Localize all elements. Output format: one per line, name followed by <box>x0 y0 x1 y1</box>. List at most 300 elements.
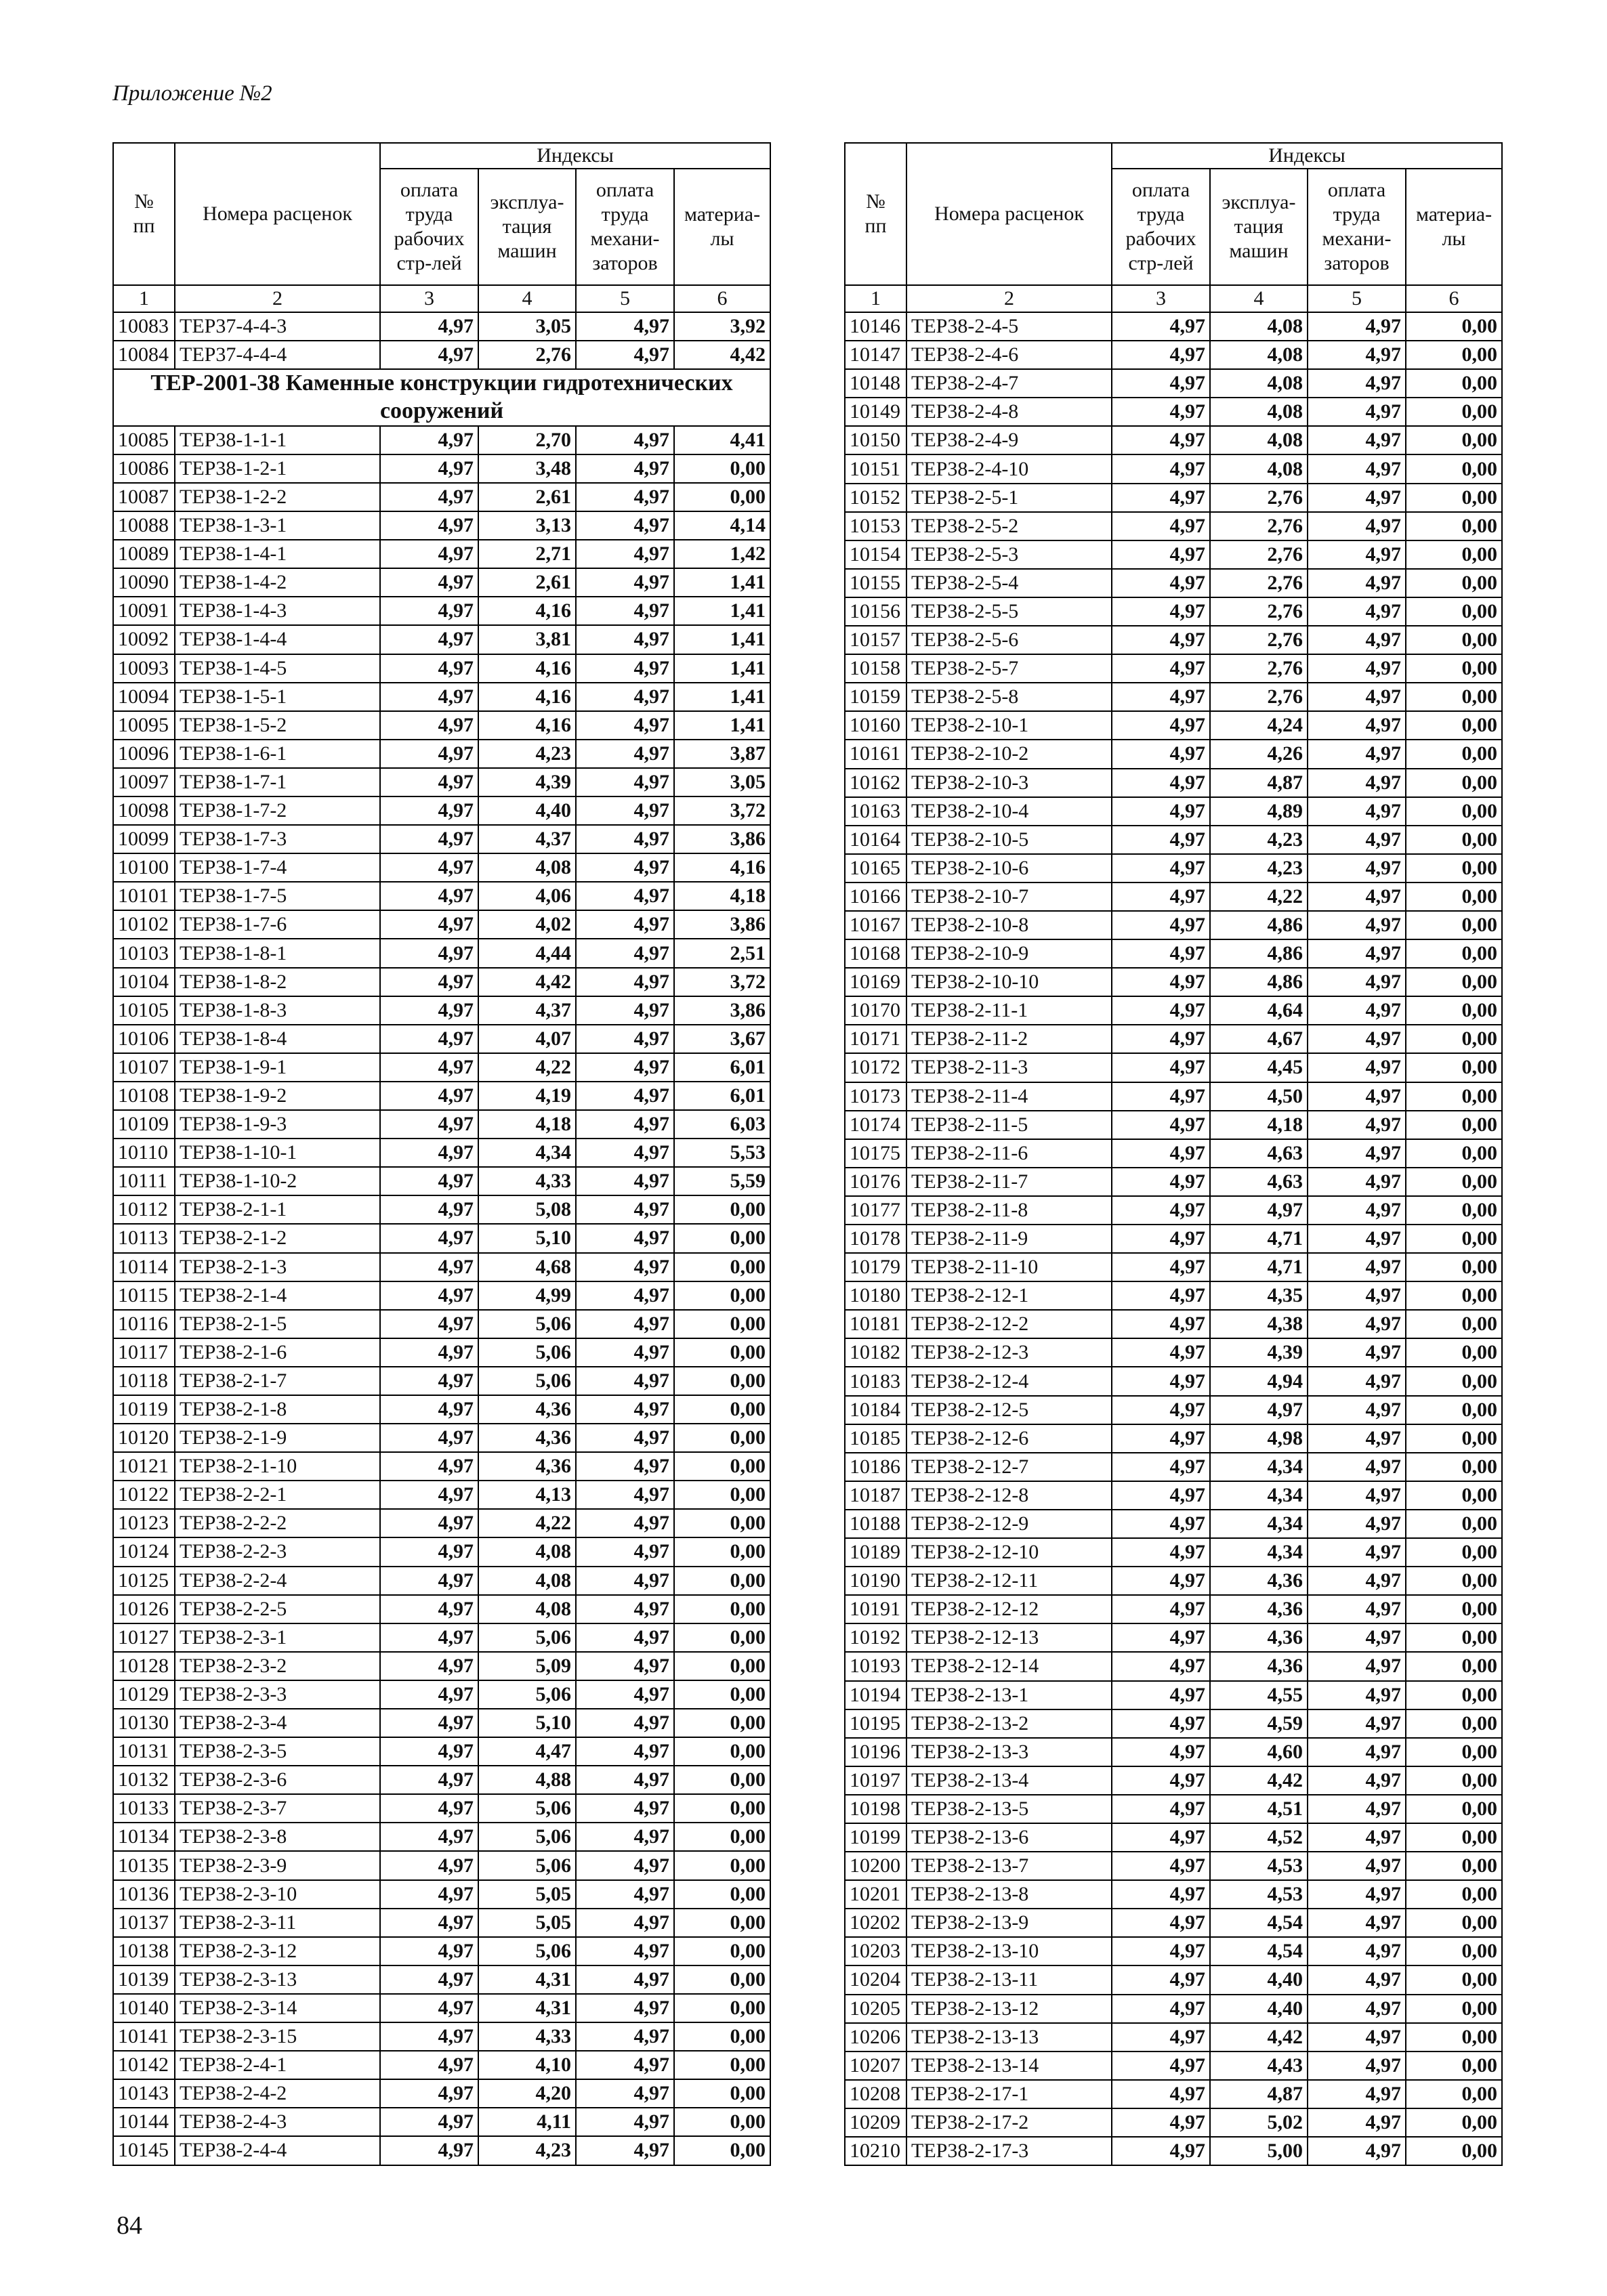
machines-index: 4,87 <box>1210 2080 1308 2108</box>
table-row <box>113 2079 770 2108</box>
row-number: 10170 <box>845 996 906 1025</box>
machines-index: 5,05 <box>478 1909 576 1937</box>
machines-index: 4,40 <box>1210 1965 1308 1994</box>
rate-code: ТЕР38-2-10-7 <box>906 883 1112 911</box>
labor-index: 4,97 <box>1112 1538 1210 1567</box>
labor-index: 4,97 <box>1112 454 1210 483</box>
materials-index: 0,00 <box>1406 1053 1502 1082</box>
labor-index: 4,97 <box>380 796 478 825</box>
rate-code: ТЕР38-2-17-3 <box>906 2137 1112 2165</box>
mech-labor-index: 4,97 <box>1308 1139 1406 1168</box>
machines-index: 4,37 <box>478 996 576 1025</box>
materials-index: 0,00 <box>1406 1139 1502 1168</box>
labor-index: 4,97 <box>1112 1225 1210 1253</box>
table-row <box>113 853 770 882</box>
table-row <box>845 654 1502 683</box>
materials-index: 0,00 <box>1406 654 1502 683</box>
rate-code: ТЕР38-2-13-7 <box>906 1852 1112 1880</box>
machines-index: 2,76 <box>1210 597 1308 626</box>
machines-index: 4,86 <box>1210 968 1308 996</box>
rate-code: ТЕР38-2-13-9 <box>906 1909 1112 1937</box>
mech-labor-index: 4,97 <box>576 853 674 882</box>
mech-labor-index: 4,97 <box>1308 826 1406 854</box>
mech-labor-index: 4,97 <box>1308 769 1406 797</box>
labor-index: 4,97 <box>380 1452 478 1481</box>
machines-index: 4,34 <box>478 1139 576 1167</box>
mech-labor-index: 4,97 <box>1308 341 1406 369</box>
table-row <box>113 1537 770 1566</box>
mech-labor-index: 4,97 <box>576 341 674 369</box>
table-row <box>113 2136 770 2165</box>
materials-index: 0,00 <box>1406 2023 1502 2051</box>
table-row <box>845 2023 1502 2051</box>
materials-index: 0,00 <box>674 1880 770 1909</box>
table-row <box>845 2137 1502 2165</box>
row-number: 10208 <box>845 2080 906 2108</box>
table-row <box>845 1538 1502 1567</box>
row-number: 10133 <box>113 1794 175 1823</box>
col-number: 1 <box>113 285 175 312</box>
machines-index: 4,31 <box>478 1994 576 2022</box>
row-number: 10096 <box>113 740 175 768</box>
table-row <box>113 1452 770 1481</box>
row-number: 10119 <box>113 1395 175 1424</box>
mech-labor-index: 4,97 <box>576 996 674 1025</box>
rate-code: ТЕР38-2-12-14 <box>906 1652 1112 1680</box>
materials-index: 0,00 <box>1406 1168 1502 1196</box>
labor-index: 4,97 <box>1112 1310 1210 1338</box>
row-number: 10182 <box>845 1338 906 1367</box>
machines-index: 5,06 <box>478 1680 576 1709</box>
rate-code: ТЕР38-2-2-5 <box>175 1595 380 1623</box>
materials-index: 0,00 <box>674 1224 770 1252</box>
indices-group-header: Индексы <box>1112 143 1502 169</box>
labor-index: 4,97 <box>1112 1795 1210 1823</box>
table-row <box>845 1709 1502 1738</box>
machines-index: 4,34 <box>1210 1453 1308 1481</box>
machines-index: 4,31 <box>478 1965 576 1994</box>
materials-index: 0,00 <box>674 1766 770 1794</box>
rate-code: ТЕР38-2-3-2 <box>175 1652 380 1680</box>
materials-index: 0,00 <box>674 1794 770 1823</box>
row-number: 10198 <box>845 1795 906 1823</box>
rate-code: ТЕР38-2-2-4 <box>175 1567 380 1595</box>
labor-index: 4,97 <box>380 1253 478 1281</box>
materials-index: 3,86 <box>674 825 770 853</box>
row-number: 10131 <box>113 1737 175 1766</box>
machines-index: 4,23 <box>1210 854 1308 883</box>
labor-index: 4,97 <box>380 568 478 597</box>
mech-labor-index: 4,97 <box>1308 1995 1406 2023</box>
machines-index: 4,40 <box>478 796 576 825</box>
col-number: 4 <box>1210 285 1308 312</box>
machines-index: 4,18 <box>1210 1111 1308 1139</box>
machines-index: 5,06 <box>478 1851 576 1879</box>
materials-index: 0,00 <box>1406 1652 1502 1680</box>
mech-labor-index: 4,97 <box>1308 683 1406 711</box>
materials-index: 0,00 <box>1406 1538 1502 1567</box>
materials-index: 3,72 <box>674 796 770 825</box>
materials-index: 0,00 <box>1406 597 1502 626</box>
materials-index: 4,16 <box>674 853 770 882</box>
materials-index: 0,00 <box>1406 454 1502 483</box>
materials-index: 0,00 <box>1406 1909 1502 1937</box>
machines-index: 2,70 <box>478 426 576 454</box>
labor-index: 4,97 <box>1112 1338 1210 1367</box>
mech-labor-index: 4,97 <box>576 1794 674 1823</box>
mech-labor-index: 4,97 <box>1308 1053 1406 1082</box>
labor-index: 4,97 <box>380 968 478 996</box>
rate-code: ТЕР38-1-8-2 <box>175 968 380 996</box>
row-number: 10093 <box>113 654 175 683</box>
row-number: 10086 <box>113 454 175 483</box>
table-row <box>845 1310 1502 1338</box>
materials-index: 0,00 <box>1406 1424 1502 1453</box>
table-row <box>113 1794 770 1823</box>
labor-index: 4,97 <box>380 1623 478 1652</box>
table-row <box>113 1737 770 1766</box>
table-row <box>113 540 770 568</box>
machines-index: 4,33 <box>478 2022 576 2051</box>
row-number: 10159 <box>845 683 906 711</box>
mech-labor-index: 4,97 <box>1308 2023 1406 2051</box>
labor-index: 4,97 <box>1112 1453 1210 1481</box>
row-number: 10146 <box>845 312 906 341</box>
mech-labor-index: 4,97 <box>1308 454 1406 483</box>
mech-labor-index: 4,97 <box>1308 1823 1406 1852</box>
rate-code: ТЕР38-1-4-2 <box>175 568 380 597</box>
rate-code: ТЕР38-2-13-1 <box>906 1681 1112 1709</box>
materials-index: 0,00 <box>674 1652 770 1680</box>
table-header <box>113 143 770 312</box>
mech-labor-index: 4,97 <box>576 1851 674 1879</box>
col-mech-header: оплата труда механи- заторов <box>576 169 674 285</box>
labor-index: 4,97 <box>380 1167 478 1195</box>
row-number: 10134 <box>113 1823 175 1851</box>
mech-labor-index: 4,97 <box>576 540 674 568</box>
machines-index: 4,16 <box>478 683 576 711</box>
labor-index: 4,97 <box>1112 626 1210 654</box>
row-number: 10092 <box>113 625 175 654</box>
table-row <box>113 341 770 369</box>
rate-code: ТЕР38-2-13-2 <box>906 1709 1112 1738</box>
row-number: 10127 <box>113 1623 175 1652</box>
machines-index: 4,22 <box>1210 883 1308 911</box>
rate-code: ТЕР38-2-4-7 <box>906 369 1112 398</box>
machines-index: 4,54 <box>1210 1937 1308 1965</box>
col-mech-header: оплата труда механи- заторов <box>1308 169 1406 285</box>
table-row <box>845 1823 1502 1852</box>
machines-index: 4,23 <box>1210 826 1308 854</box>
materials-index: 0,00 <box>1406 341 1502 369</box>
row-number: 10156 <box>845 597 906 626</box>
materials-index: 0,00 <box>674 1452 770 1481</box>
labor-index: 4,97 <box>380 825 478 853</box>
materials-index: 4,14 <box>674 511 770 540</box>
table-row <box>113 1224 770 1252</box>
table-row <box>845 1510 1502 1538</box>
labor-index: 4,97 <box>1112 826 1210 854</box>
mech-labor-index: 4,97 <box>576 910 674 939</box>
table-row <box>113 625 770 654</box>
labor-index: 4,97 <box>380 1737 478 1766</box>
materials-index: 1,41 <box>674 597 770 625</box>
mech-labor-index: 4,97 <box>576 1880 674 1909</box>
labor-index: 4,97 <box>380 1937 478 1965</box>
rate-code: ТЕР38-2-1-5 <box>175 1310 380 1338</box>
rate-code: ТЕР38-2-5-3 <box>906 540 1112 569</box>
machines-index: 4,39 <box>1210 1338 1308 1367</box>
table-row <box>845 711 1502 740</box>
rate-code: ТЕР38-2-1-7 <box>175 1367 380 1395</box>
machines-index: 4,36 <box>1210 1623 1308 1652</box>
materials-index: 0,00 <box>1406 1338 1502 1367</box>
labor-index: 4,97 <box>1112 1053 1210 1082</box>
mech-labor-index: 4,97 <box>1308 1681 1406 1709</box>
materials-index: 0,00 <box>1406 1995 1502 2023</box>
rate-code: ТЕР38-2-3-9 <box>175 1851 380 1879</box>
machines-index: 4,98 <box>1210 1424 1308 1453</box>
machines-index: 4,50 <box>1210 1082 1308 1111</box>
labor-index: 4,97 <box>380 1537 478 1566</box>
rate-code: ТЕР38-2-10-8 <box>906 911 1112 939</box>
rate-code: ТЕР38-1-4-1 <box>175 540 380 568</box>
row-number: 10155 <box>845 569 906 597</box>
labor-index: 4,97 <box>380 1766 478 1794</box>
mech-labor-index: 4,97 <box>576 1709 674 1737</box>
materials-index: 0,00 <box>674 1367 770 1395</box>
table-row <box>845 540 1502 569</box>
table-row <box>113 1424 770 1452</box>
mech-labor-index: 4,97 <box>576 1766 674 1794</box>
machines-index: 4,38 <box>1210 1310 1308 1338</box>
table-row <box>845 1139 1502 1168</box>
machines-index: 5,06 <box>478 1338 576 1367</box>
table-row <box>113 1994 770 2022</box>
table-row <box>113 511 770 540</box>
labor-index: 4,97 <box>380 1110 478 1139</box>
table-row <box>845 597 1502 626</box>
machines-index: 4,36 <box>1210 1567 1308 1595</box>
materials-index: 0,00 <box>1406 312 1502 341</box>
labor-index: 4,97 <box>380 1880 478 1909</box>
mech-labor-index: 4,97 <box>1308 2108 1406 2137</box>
machines-index: 4,86 <box>1210 911 1308 939</box>
machines-index: 4,08 <box>478 1537 576 1566</box>
materials-index: 1,42 <box>674 540 770 568</box>
mech-labor-index: 4,97 <box>576 2108 674 2136</box>
materials-index: 0,00 <box>1406 1567 1502 1595</box>
table-row <box>845 312 1502 341</box>
rate-code: ТЕР38-2-13-5 <box>906 1795 1112 1823</box>
machines-index: 4,36 <box>478 1452 576 1481</box>
rate-code: ТЕР38-2-4-8 <box>906 398 1112 426</box>
rate-code: ТЕР38-2-3-10 <box>175 1880 380 1909</box>
materials-index: 0,00 <box>1406 1823 1502 1852</box>
row-number: 10112 <box>113 1195 175 1224</box>
labor-index: 4,97 <box>380 1794 478 1823</box>
labor-index: 4,97 <box>380 1139 478 1167</box>
col-labor-header: оплата труда рабочих стр-лей <box>380 169 478 285</box>
mech-labor-index: 4,97 <box>1308 854 1406 883</box>
materials-index: 0,00 <box>1406 2051 1502 2080</box>
row-number: 10153 <box>845 512 906 540</box>
materials-index: 0,00 <box>674 2051 770 2079</box>
mech-labor-index: 4,97 <box>576 1281 674 1310</box>
table-row <box>113 740 770 768</box>
labor-index: 4,97 <box>380 768 478 796</box>
row-number: 10196 <box>845 1738 906 1766</box>
mech-labor-index: 4,97 <box>1308 1225 1406 1253</box>
row-number: 10165 <box>845 854 906 883</box>
machines-index: 4,42 <box>1210 2023 1308 2051</box>
labor-index: 4,97 <box>1112 1281 1210 1310</box>
col-number: 5 <box>576 285 674 312</box>
table-row <box>113 1082 770 1110</box>
table-row <box>845 1111 1502 1139</box>
row-number: 10123 <box>113 1509 175 1537</box>
col-number: 1 <box>845 285 906 312</box>
row-number: 10109 <box>113 1110 175 1139</box>
labor-index: 4,97 <box>380 1965 478 1994</box>
machines-index: 4,13 <box>478 1481 576 1509</box>
machines-index: 2,61 <box>478 568 576 597</box>
row-number: 10191 <box>845 1595 906 1623</box>
materials-index: 0,00 <box>674 454 770 483</box>
labor-index: 4,97 <box>1112 2023 1210 2051</box>
mech-labor-index: 4,97 <box>1308 512 1406 540</box>
machines-index: 4,44 <box>478 939 576 967</box>
labor-index: 4,97 <box>380 1025 478 1053</box>
machines-index: 2,76 <box>1210 654 1308 683</box>
table-row <box>845 939 1502 968</box>
mech-labor-index: 4,97 <box>576 796 674 825</box>
table-row <box>845 1623 1502 1652</box>
materials-index: 3,86 <box>674 910 770 939</box>
labor-index: 4,97 <box>1112 1823 1210 1852</box>
labor-index: 4,97 <box>1112 883 1210 911</box>
materials-index: 5,53 <box>674 1139 770 1167</box>
labor-index: 4,97 <box>1112 1652 1210 1680</box>
materials-index: 0,00 <box>674 1567 770 1595</box>
labor-index: 4,97 <box>380 1195 478 1224</box>
labor-index: 4,97 <box>380 312 478 341</box>
materials-index: 0,00 <box>1406 1795 1502 1823</box>
rate-code: ТЕР38-2-5-8 <box>906 683 1112 711</box>
machines-index: 4,08 <box>1210 398 1308 426</box>
labor-index: 4,97 <box>380 1823 478 1851</box>
table-row <box>113 1652 770 1680</box>
machines-index: 2,76 <box>1210 540 1308 569</box>
row-number: 10161 <box>845 740 906 768</box>
table-row <box>113 683 770 711</box>
col-number: 6 <box>674 285 770 312</box>
table-row <box>113 1937 770 1965</box>
rate-code: ТЕР38-1-7-4 <box>175 853 380 882</box>
labor-index: 4,97 <box>380 1481 478 1509</box>
rate-code: ТЕР38-2-5-4 <box>906 569 1112 597</box>
col-number: 3 <box>1112 285 1210 312</box>
row-number: 10094 <box>113 683 175 711</box>
labor-index: 4,97 <box>1112 740 1210 768</box>
materials-index: 0,00 <box>1406 1453 1502 1481</box>
mech-labor-index: 4,97 <box>576 1567 674 1595</box>
materials-index: 0,00 <box>1406 683 1502 711</box>
row-number: 10087 <box>113 483 175 511</box>
rate-code: ТЕР38-1-7-1 <box>175 768 380 796</box>
table-row <box>845 1909 1502 1937</box>
mech-labor-index: 4,97 <box>1308 1111 1406 1139</box>
rate-code: ТЕР38-2-1-9 <box>175 1424 380 1452</box>
mech-labor-index: 4,97 <box>1308 1338 1406 1367</box>
mech-labor-index: 4,97 <box>576 1367 674 1395</box>
labor-index: 4,97 <box>1112 996 1210 1025</box>
labor-index: 4,97 <box>380 597 478 625</box>
rate-code: ТЕР38-2-13-3 <box>906 1738 1112 1766</box>
labor-index: 4,97 <box>1112 654 1210 683</box>
machines-index: 4,40 <box>1210 1995 1308 2023</box>
row-number: 10145 <box>113 2136 175 2165</box>
table-row <box>113 454 770 483</box>
row-number: 10209 <box>845 2108 906 2137</box>
row-number: 10130 <box>113 1709 175 1737</box>
labor-index: 4,97 <box>1112 1995 1210 2023</box>
row-number: 10173 <box>845 1082 906 1111</box>
labor-index: 4,97 <box>1112 1396 1210 1424</box>
rate-code: ТЕР38-1-8-1 <box>175 939 380 967</box>
rate-code: ТЕР38-1-3-1 <box>175 511 380 540</box>
mech-labor-index: 4,97 <box>576 825 674 853</box>
labor-index: 4,97 <box>1112 2108 1210 2137</box>
table-row <box>845 1937 1502 1965</box>
table-row <box>845 1738 1502 1766</box>
table-body <box>113 312 770 2165</box>
materials-index: 0,00 <box>1406 1709 1502 1738</box>
row-number: 10148 <box>845 369 906 398</box>
machines-index: 5,06 <box>478 1823 576 1851</box>
machines-index: 4,60 <box>1210 1738 1308 1766</box>
rate-code: ТЕР38-1-8-3 <box>175 996 380 1025</box>
row-number: 10150 <box>845 426 906 454</box>
table-row <box>113 2051 770 2079</box>
machines-index: 4,87 <box>1210 769 1308 797</box>
rate-code: ТЕР38-2-10-4 <box>906 797 1112 826</box>
labor-index: 4,97 <box>1112 1025 1210 1053</box>
table-row <box>113 711 770 740</box>
rate-code: ТЕР38-2-13-8 <box>906 1880 1112 1909</box>
mech-labor-index: 4,97 <box>1308 1082 1406 1111</box>
col-materials-header: материа- лы <box>674 169 770 285</box>
labor-index: 4,97 <box>1112 1681 1210 1709</box>
materials-index: 0,00 <box>1406 939 1502 968</box>
rate-code: ТЕР38-2-11-10 <box>906 1253 1112 1281</box>
machines-index: 4,54 <box>1210 1909 1308 1937</box>
materials-index: 1,41 <box>674 711 770 740</box>
rate-code: ТЕР38-2-3-15 <box>175 2022 380 2051</box>
rate-code: ТЕР38-1-8-4 <box>175 1025 380 1053</box>
materials-index: 0,00 <box>1406 711 1502 740</box>
rate-code: ТЕР38-2-11-5 <box>906 1111 1112 1139</box>
table-row <box>845 2080 1502 2108</box>
machines-index: 4,67 <box>1210 1025 1308 1053</box>
mech-labor-index: 4,97 <box>576 1680 674 1709</box>
rate-code: ТЕР38-1-9-2 <box>175 1082 380 1110</box>
row-number: 10113 <box>113 1224 175 1252</box>
rate-code: ТЕР38-2-3-7 <box>175 1794 380 1823</box>
labor-index: 4,97 <box>380 1994 478 2022</box>
machines-index: 4,34 <box>1210 1481 1308 1510</box>
materials-index: 0,00 <box>674 1909 770 1937</box>
